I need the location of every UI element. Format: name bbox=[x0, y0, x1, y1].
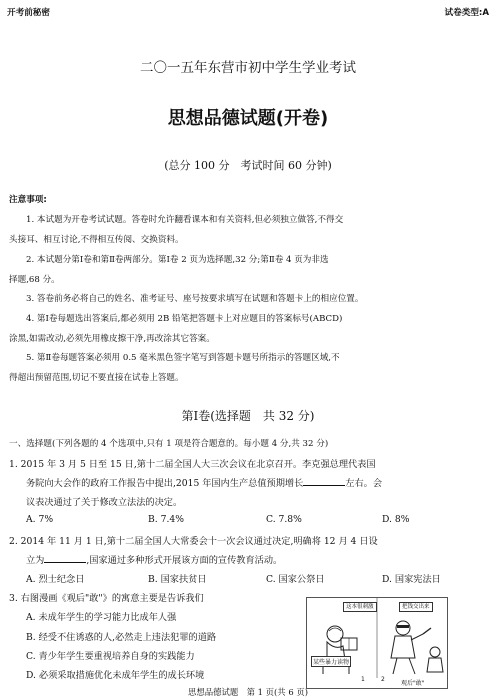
q3-option-d: D. 必须采取措施优化未成年学生的成长环境 bbox=[26, 670, 205, 681]
notice-line: 头接耳、相互讨论,不得相互传阅、交换资料。 bbox=[9, 235, 184, 245]
q2-option-d: D. 国家宪法日 bbox=[382, 574, 441, 585]
paper-type-label: 试卷类型:A bbox=[444, 8, 489, 18]
q1-line bbox=[26, 475, 382, 489]
cartoon-book-label: 某些暴力读物 bbox=[311, 656, 351, 667]
cartoon-caption: 观后"敢" bbox=[401, 680, 425, 687]
q2-option-a: A. 烈士纪念日 bbox=[26, 574, 85, 585]
q2-answer-blank bbox=[44, 562, 86, 563]
section-title: 第Ⅰ卷(选择题 共 32 分) bbox=[181, 409, 315, 423]
confidential-label: 开考前秘密 bbox=[7, 8, 50, 18]
q2-option-c: C. 国家公祭日 bbox=[266, 574, 325, 585]
q2-text: 立为 bbox=[26, 555, 45, 566]
notice-line: 4. 第Ⅰ卷每题选出答案后,都必须用 2B 铅笔把答题卡上对应题目的答案标号(ABCD) bbox=[26, 314, 343, 324]
q2-text: ,国家通过多种形式开展该方面的宣传教育活动。 bbox=[86, 555, 283, 566]
exam-name: 二〇一五年东营市初中学生学业考试 bbox=[140, 60, 356, 76]
notice-line: 5. 第Ⅱ卷每题答案必须用 0.5 毫米黑色签字笔写到答题卡题号所指示的答题区域,不 bbox=[26, 353, 340, 363]
notice-line: 得超出预留范围,切记不要直接在试卷上答题。 bbox=[9, 373, 184, 383]
cartoon-panel-number: 1 bbox=[361, 676, 365, 683]
page-footer: 思想品德试题 第 1 页(共 6 页) bbox=[188, 687, 308, 697]
cartoon-panel-number: 2 bbox=[381, 676, 385, 683]
score-time: (总分 100 分 考试时间 60 分钟) bbox=[164, 159, 332, 172]
notice-line: 1. 本试题为开卷考试试题。答卷时允许翻看课本和有关资料,但必须独立做答,不得交 bbox=[26, 215, 344, 225]
q1-option-d: D. 8% bbox=[382, 514, 410, 525]
q3-option-c: C. 青少年学生要重视培养自身的实践能力 bbox=[26, 651, 195, 662]
cartoon-bubble: 把钱交出来 bbox=[399, 602, 433, 612]
q1-option-b: B. 7.4% bbox=[148, 514, 184, 525]
notice-line: 涂黑,如需改动,必须先用橡皮擦干净,再改涂其它答案。 bbox=[9, 334, 215, 344]
q3-option-a: A. 未成年学生的学习能力比成年人强 bbox=[26, 612, 177, 623]
q3-option-b: B. 经受不住诱惑的人,必然走上违法犯罪的道路 bbox=[26, 632, 217, 643]
q1-text: 务院向大会作的政府工作报告中提出,2015 年国内生产总值预期增长 bbox=[26, 478, 304, 489]
section-intro: 一、选择题(下列各题的 4 个选项中,只有 1 项是符合题意的。每小题 4 分,共 32 分) bbox=[9, 439, 329, 449]
notice-line: 3. 答卷前务必将自己的姓名、准考证号、座号按要求填写在试题和答题卡上的相应位置。 bbox=[26, 294, 364, 304]
q2-line: 2. 2014 年 11 月 1 日,第十二届全国人大常委会十一次会议通过决定,明确将 12 月 4 日设 bbox=[9, 536, 378, 547]
notice-line: 2. 本试题分第Ⅰ卷和第Ⅱ卷两部分。第Ⅰ卷 2 页为选择题,32 分;第Ⅱ卷 4 页为非选 bbox=[26, 255, 329, 265]
cartoon-bubble: 这本很刺激 bbox=[343, 602, 377, 612]
q3-line: 3. 右图漫画《观后"敢"》的寓意主要是告诉我们 bbox=[9, 593, 204, 604]
q1-line: 议表决通过了关于修改立法法的决定。 bbox=[26, 497, 183, 508]
subject-title: 思想品德试题(开卷) bbox=[167, 108, 329, 129]
q1-option-a: A. 7% bbox=[26, 514, 54, 525]
q1-line: 1. 2015 年 3 月 5 日至 15 日,第十二届全国人大三次会议在北京召开。李克强总理代表国 bbox=[9, 459, 376, 470]
notice-line: 择题,68 分。 bbox=[9, 275, 60, 285]
q1-option-c: C. 7.8% bbox=[266, 514, 302, 525]
q1-answer-blank bbox=[303, 485, 345, 486]
q2-option-b: B. 国家扶贫日 bbox=[148, 574, 207, 585]
q1-text: 左右。会 bbox=[345, 478, 383, 489]
q2-line bbox=[26, 552, 282, 566]
cartoon-illustration bbox=[306, 597, 448, 689]
notice-heading: 注意事项: bbox=[9, 195, 47, 205]
